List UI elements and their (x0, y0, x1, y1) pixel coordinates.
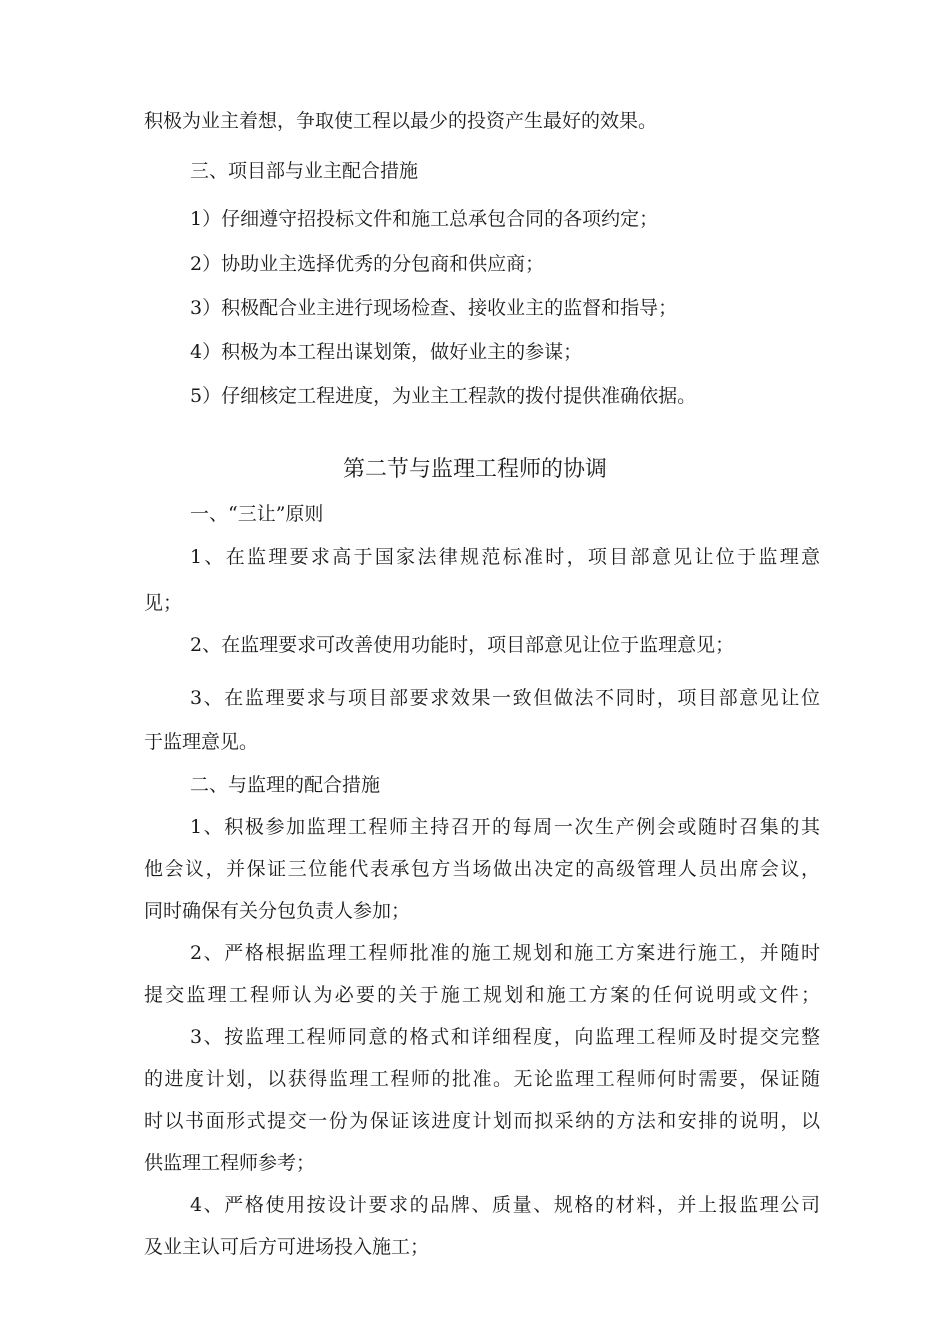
list-item: 5）仔细核定工程进度，为业主工程款的拨付提供准确依据。 (190, 385, 697, 407)
paragraph-line: 及业主认可后方可进场投入施工； (144, 1236, 430, 1258)
paragraph-line: 供监理工程师参考； (144, 1152, 316, 1174)
paragraph-line: 2、在监理要求可改善使用功能时，项目部意见让位于监理意见； (190, 634, 735, 656)
list-item: 2）协助业主选择优秀的分包商和供应商； (190, 253, 545, 275)
paragraph-line: 同时确保有关分包负责人参加； (144, 900, 411, 922)
paragraph-line: 他会议，并保证三位能代表承包方当场做出决定的高级管理人员出席会议， (144, 858, 820, 880)
paragraph-line: 3、按监理工程师同意的格式和详细程度，向监理工程师及时提交完整 (190, 1026, 820, 1048)
paragraph-line: 提交监理工程师认为必要的关于施工规划和施工方案的任何说明或文件； (144, 984, 820, 1006)
list-item: 3）积极配合业主进行现场检查、接收业主的监督和指导； (190, 297, 678, 319)
paragraph-line: 3、在监理要求与项目部要求效果一致但做法不同时，项目部意见让位 (190, 687, 820, 709)
paragraph-line: 积极为业主着想，争取使工程以最少的投资产生最好的效果。 (144, 110, 658, 132)
paragraph-line: 1、在监理要求高于国家法律规范标准时，项目部意见让位于监理意 (190, 546, 820, 568)
paragraph-line: 时以书面形式提交一份为保证该进度计划而拟采纳的方法和安排的说明，以 (144, 1110, 820, 1132)
paragraph-line: 见； (144, 592, 183, 614)
heading-line: 二、与监理的配合措施 (190, 774, 381, 796)
paragraph-line: 4、严格使用按设计要求的品牌、质量、规格的材料，并上报监理公司 (190, 1194, 820, 1216)
paragraph-line: 的进度计划，以获得监理工程师的批准。无论监理工程师何时需要，保证随 (144, 1068, 820, 1090)
paragraph-line: 2、严格根据监理工程师批准的施工规划和施工方案进行施工，并随时 (190, 942, 820, 964)
paragraph-line: 1、积极参加监理工程师主持召开的每周一次生产例会或随时召集的其 (190, 816, 820, 838)
heading-line: 三、项目部与业主配合措施 (190, 160, 419, 182)
section-title: 第二节与监理工程师的协调 (342, 457, 607, 482)
list-item: 1）仔细遵守招投标文件和施工总承包合同的各项约定； (190, 208, 659, 230)
list-item: 4）积极为本工程出谋划策，做好业主的参谋； (190, 341, 583, 363)
paragraph-line: 于监理意见。 (144, 731, 259, 753)
heading-line: 一、“三让”原则 (190, 503, 324, 525)
